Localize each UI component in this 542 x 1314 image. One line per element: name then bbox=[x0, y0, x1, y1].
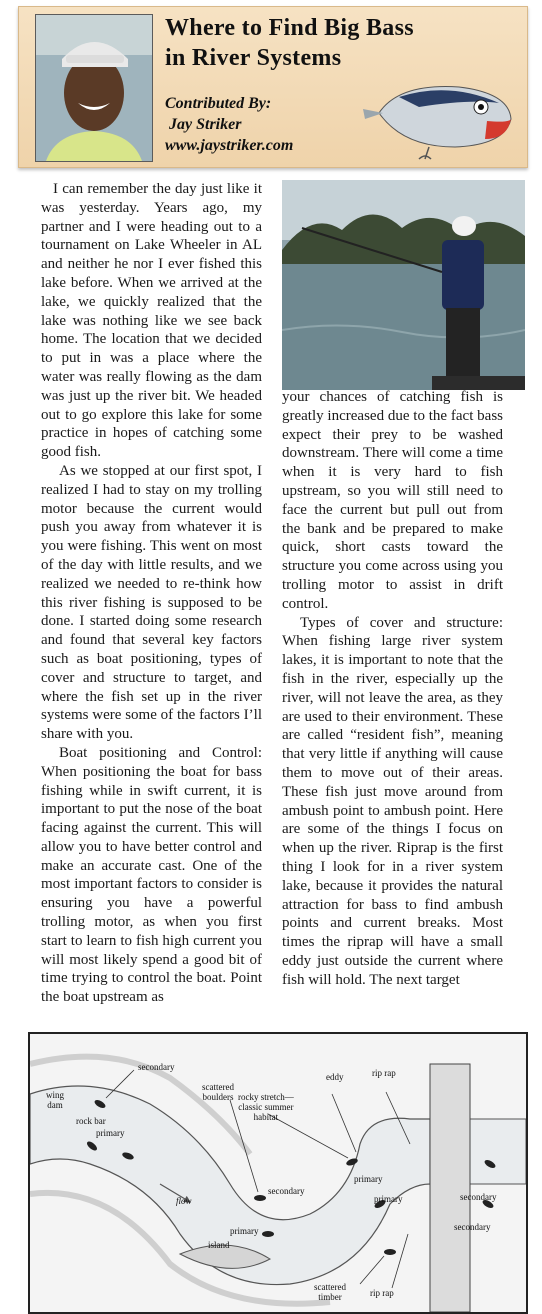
label-secondary-top: secondary bbox=[138, 1062, 175, 1072]
label-scattered-boulders: scattered boulders bbox=[202, 1082, 234, 1102]
label-rip-rap-bottom: rip rap bbox=[370, 1288, 394, 1298]
contributor-block bbox=[165, 93, 365, 156]
label-secondary-right-2: secondary bbox=[454, 1222, 491, 1232]
label-primary-right: primary bbox=[374, 1194, 403, 1204]
contributed-label: Contributed By: bbox=[165, 95, 272, 112]
label-wing-dam: wing dam bbox=[46, 1090, 64, 1110]
label-secondary-mid: secondary bbox=[268, 1186, 305, 1196]
angler-photo bbox=[282, 180, 525, 390]
author-photo bbox=[35, 14, 153, 162]
label-flow: flow bbox=[176, 1196, 192, 1206]
paragraph: Boat positioning and Control: When positioning the boat for bass fishing while in swift current, it is important to put the nose of the boat facing against the current. This will allow you to have better control and make an accurate cast. One of the most important factors to consider is ensuring you have a powerful trolling motor, as when you first start to learn to fish high current you will most likely spend a good bit of time trying to control the boat. Point the boat upstream as bbox=[41, 744, 262, 1006]
paragraph: Types of cover and structure: When fishing large river system lakes, it is important to note that the fish in the river, especially up the river, will not leave the area, as they are used to their environment. These are called “resident fish”, meaning that very little if anything will cause them to move out of their areas. These fish just move around from ambush point to ambush point. Here are some of the things I focus on when up the river. Riprap is the first thing I look for in a river system lake, because it provides the natural attraction for bass to find ambush points and current breaks. Most times the riprap will have a small eddy just outside the current where fish will hold. The next target bbox=[282, 614, 503, 988]
label-primary-left: primary bbox=[96, 1128, 125, 1138]
bridge bbox=[430, 1064, 470, 1312]
title-line-1: Where to Find Big Bass bbox=[165, 15, 414, 41]
label-secondary-right-1: secondary bbox=[460, 1192, 497, 1202]
label-scattered-timber: scattered timber bbox=[314, 1282, 346, 1302]
paragraph: As we stopped at our first spot, I realized I had to stay on my trolling motor because the current would push you away from whatever it is you were fishing. This went on most of the day with little results, and we realized we needed to re-think how this river fishing is supposed to be done. I started doing some research and found that several key factors such as boat positioning, types of cover and structure to target, and where the fish set up in the river systems were some of the factors I’ll share with you. bbox=[41, 462, 262, 743]
article-title bbox=[165, 13, 521, 73]
river-map-drawing bbox=[30, 1034, 526, 1312]
author-website: www.jaystriker.com bbox=[165, 137, 294, 154]
label-primary-mid: primary bbox=[354, 1174, 383, 1184]
article-column-left bbox=[41, 180, 262, 1007]
label-rock-bar: rock bar bbox=[76, 1116, 106, 1126]
label-island: island bbox=[208, 1240, 230, 1250]
river-locations-map bbox=[28, 1032, 528, 1314]
article-column-right bbox=[282, 388, 503, 990]
label-rocky-stretch: rocky stretch— classic summer habitat bbox=[238, 1092, 294, 1122]
paragraph: I can remember the day just like it was yesterday. Years ago, my partner and I were heading out to a tournament on Lake Wheeler in AL and neither he nor I ever fished this lake before. When we arrived at the lake, we quickly realized that the lake was nothing like we see back home. The location that we decided to put in was a place where the water was really flowing as the dam was just up the river bit. We headed out to go explore this lake for some practice in hopes of catching some good fish. bbox=[41, 181, 262, 461]
label-primary-island: primary bbox=[230, 1226, 259, 1236]
label-eddy: eddy bbox=[326, 1072, 344, 1082]
paragraph: your chances of catching fish is greatly increased due to the fact bass expect their prey to be washed downstream. There will come a time when it is very hard to fish upstream, so you will still need to face the current but pull out from the bank and be prepared to make quick, short casts toward the structure you come across using you trolling motor to assist in drift control. bbox=[282, 389, 503, 612]
title-line-2: in River Systems bbox=[165, 45, 342, 71]
label-rip-rap-top: rip rap bbox=[372, 1068, 396, 1078]
fishing-lure-icon bbox=[359, 73, 519, 163]
article-header-banner bbox=[18, 6, 528, 168]
author-name: Jay Striker bbox=[169, 116, 242, 133]
article-body bbox=[41, 180, 525, 1010]
